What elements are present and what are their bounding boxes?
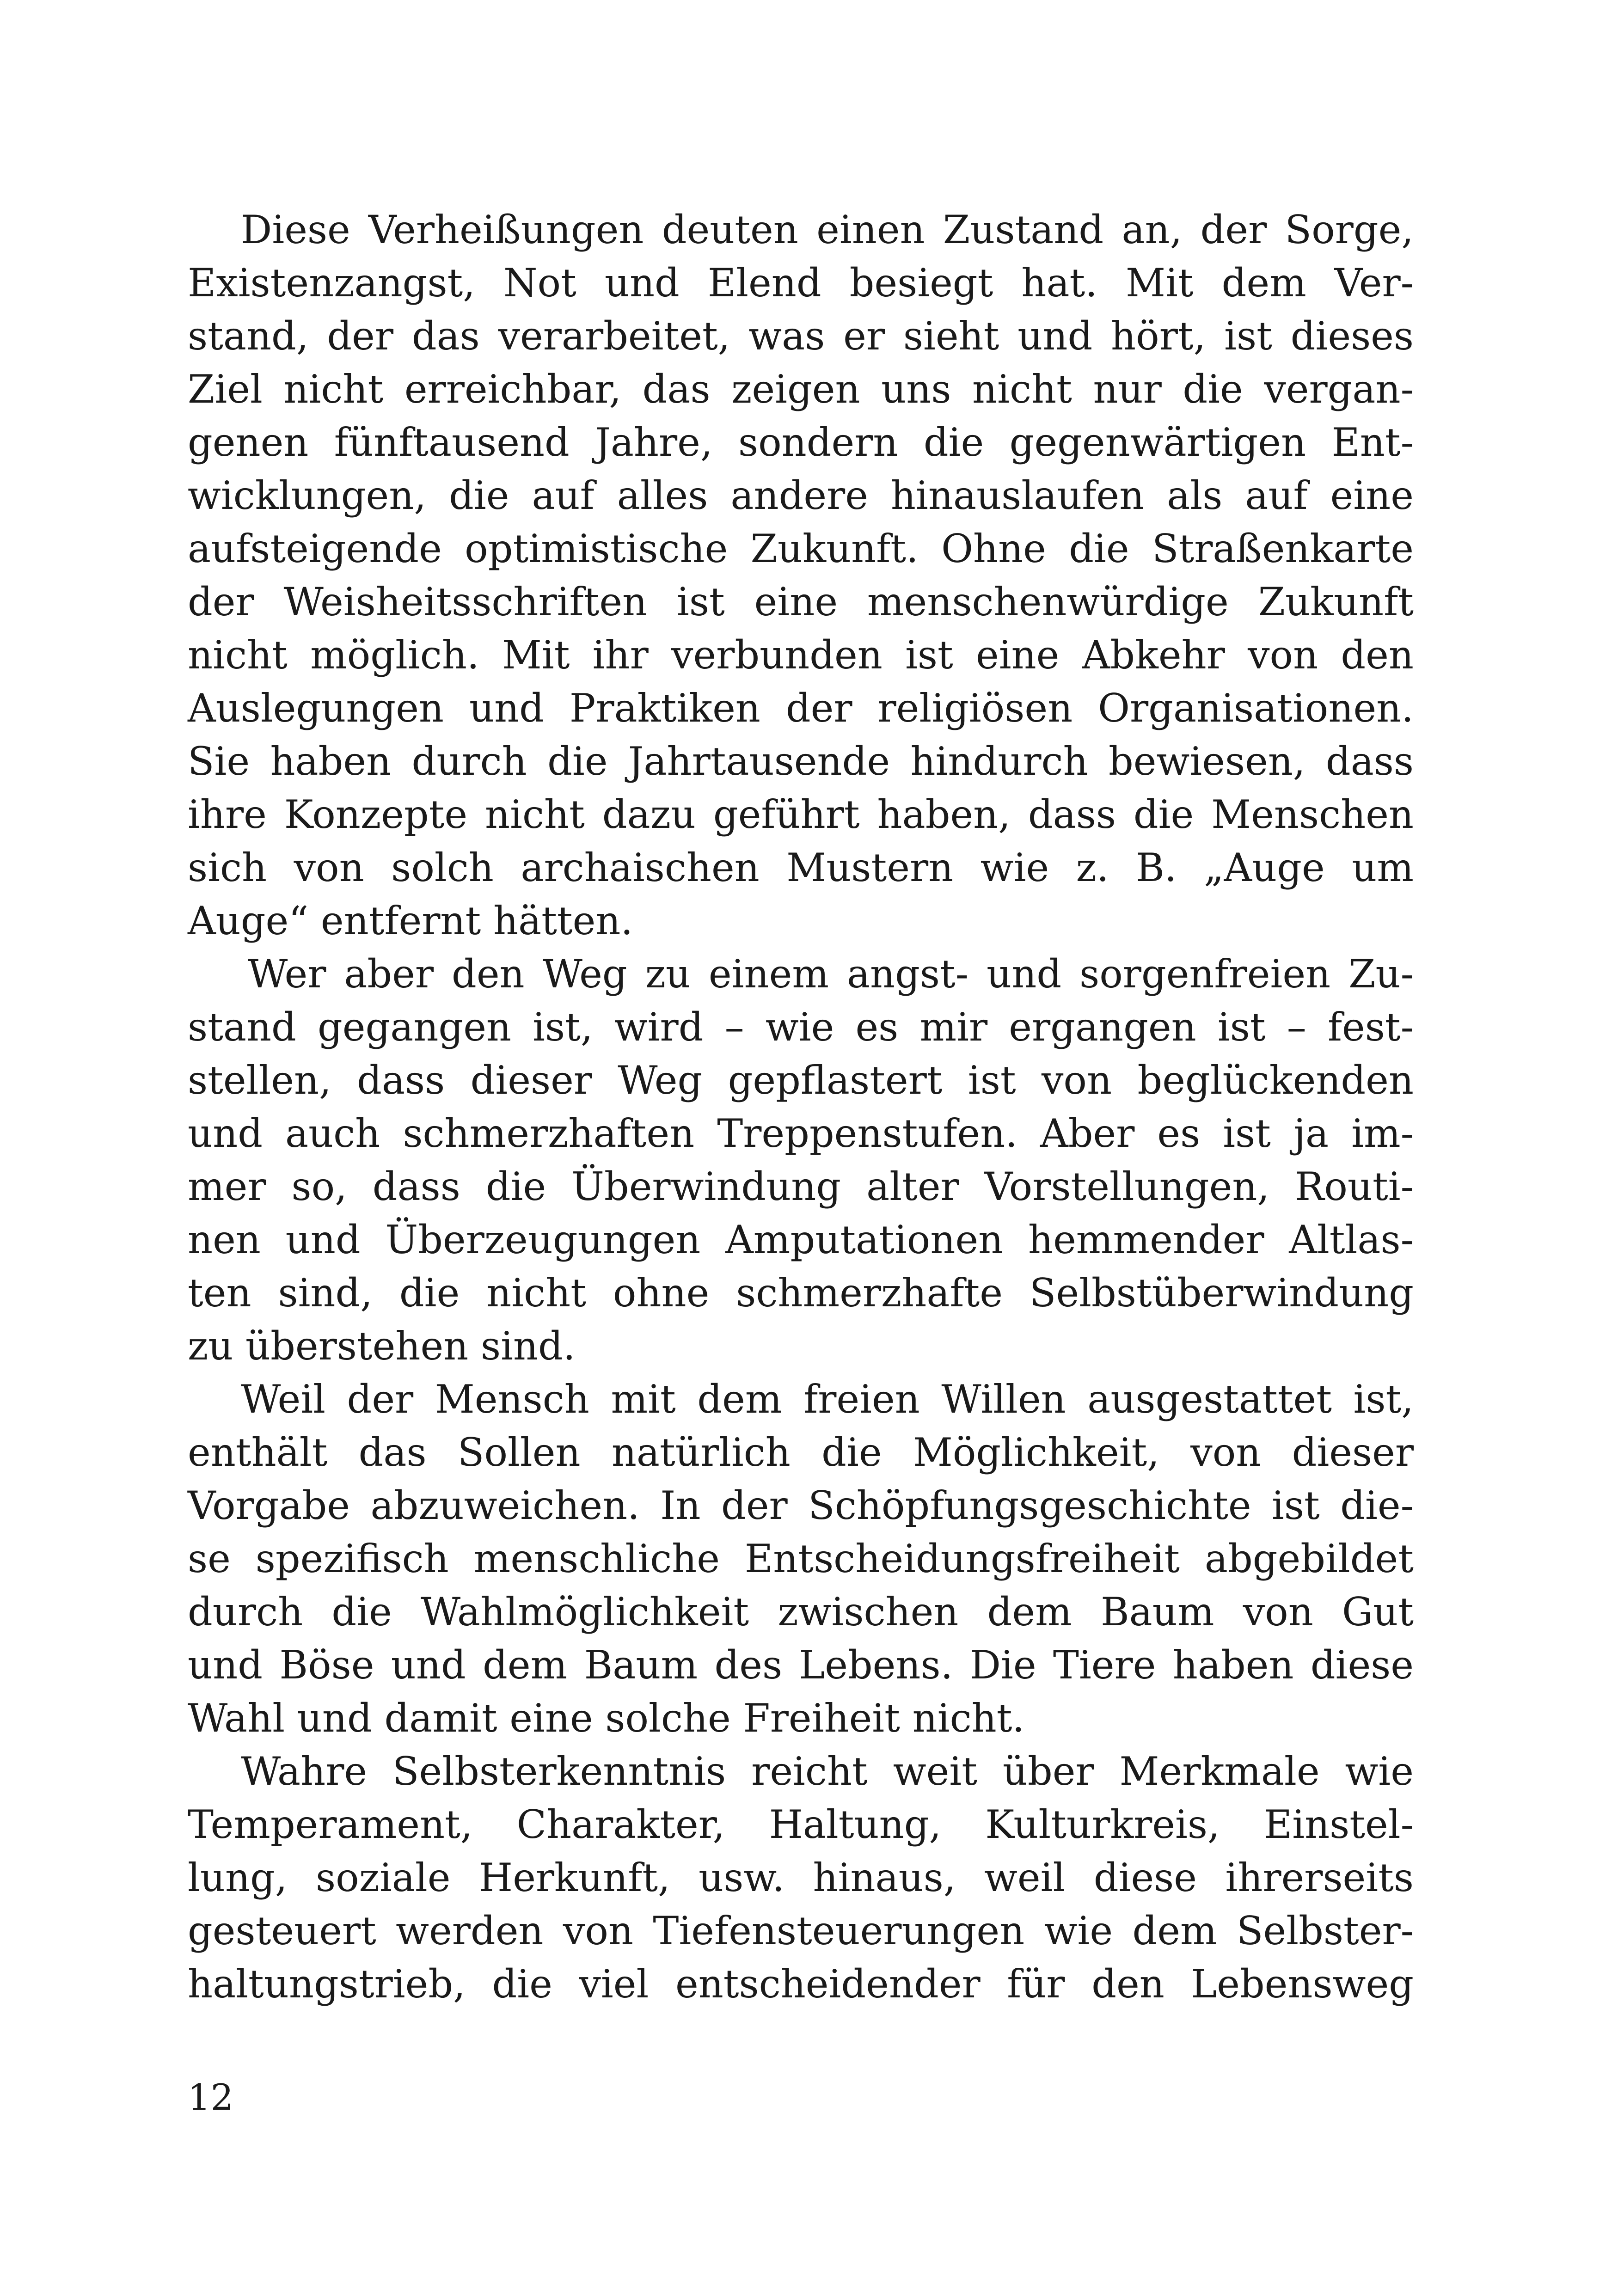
page-number: 12 <box>188 2077 234 2118</box>
text-line: stand gegangen ist, wird – wie es mir ergangen ist – fest- <box>188 1004 1414 1050</box>
text-line: stand, der das verarbeitet, was er sieht und hört, ist dieses <box>188 313 1414 359</box>
text-line: Sie haben durch die Jahrtausende hindurch bewiesen, dass <box>188 739 1414 784</box>
text-line: Wer aber den Weg zu einem angst- und sorgenfreien Zu- <box>248 951 1414 997</box>
text-line: der Weisheitsschriften ist eine menschenwürdige Zukunft <box>188 579 1414 625</box>
paragraph <box>188 1745 1414 2011</box>
text-line: Temperament, Charakter, Haltung, Kulturkreis, Einstel- <box>188 1802 1414 1847</box>
text-line: und Böse und dem Baum des Lebens. Die Tiere haben diese <box>188 1642 1414 1688</box>
text-line: Auge“ entfernt hätten. <box>188 898 633 943</box>
paragraph <box>188 1373 1414 1745</box>
paragraph <box>188 203 1414 948</box>
text-line: ten sind, die nicht ohne schmerzhafte Selbstüberwindung <box>188 1270 1414 1316</box>
text-line: se spezifisch menschliche Entscheidungsfreiheit abgebildet <box>188 1536 1414 1581</box>
text-line: sich von solch archaischen Mustern wie z. B. „Auge um <box>188 845 1414 890</box>
text-line: und auch schmerzhaften Treppenstufen. Aber es ist ja im- <box>188 1111 1414 1156</box>
text-line: gesteuert werden von Tiefensteuerungen wie dem Selbster- <box>188 1908 1414 1953</box>
text-line: Wahre Selbsterkenntnis reicht weit über Merkmale wie <box>241 1749 1414 1794</box>
text-line: nicht möglich. Mit ihr verbunden ist eine Abkehr von den <box>188 632 1414 678</box>
paragraph <box>188 948 1414 1373</box>
text-line: enthält das Sollen natürlich die Möglichkeit, von dieser <box>188 1430 1414 1475</box>
text-line: Diese Verheißungen deuten einen Zustand an, der Sorge, <box>241 207 1414 252</box>
text-line: wicklungen, die auf alles andere hinauslaufen als auf eine <box>188 473 1414 518</box>
text-line: nen und Überzeugungen Amputationen hemmender Altlas- <box>188 1217 1414 1262</box>
text-line: Auslegungen und Praktiken der religiösen Organisationen. <box>188 686 1414 731</box>
text-line: stellen, dass dieser Weg gepflastert ist von beglückenden <box>188 1058 1414 1103</box>
text-line: genen fünftausend Jahre, sondern die gegenwärtigen Ent- <box>188 420 1414 465</box>
text-line: mer so, dass die Überwindung alter Vorstellungen, Routi- <box>188 1164 1414 1209</box>
body-text <box>188 203 1414 2011</box>
text-line: durch die Wahlmöglichkeit zwischen dem Baum von Gut <box>188 1589 1414 1635</box>
text-line: ihre Konzepte nicht dazu geführt haben, dass die Menschen <box>188 792 1414 837</box>
text-line: lung, soziale Herkunft, usw. hinaus, weil diese ihrerseits <box>188 1855 1414 1900</box>
text-line: Existenzangst, Not und Elend besiegt hat. Mit dem Ver- <box>188 260 1414 306</box>
text-line: aufsteigende optimistische Zukunft. Ohne die Straßenkarte <box>188 526 1414 571</box>
text-line: zu überstehen sind. <box>188 1323 576 1369</box>
text-line: haltungstrieb, die viel entscheidender für den Lebensweg <box>188 1961 1414 2007</box>
text-line: Weil der Mensch mit dem freien Willen ausgestattet ist, <box>241 1377 1414 1422</box>
text-line: Wahl und damit eine solche Freiheit nicht. <box>188 1696 1025 1741</box>
text-line: Vorgabe abzuweichen. In der Schöpfungsgeschichte ist die- <box>188 1483 1414 1528</box>
text-line: Ziel nicht erreichbar, das zeigen uns nicht nur die vergan- <box>188 367 1414 412</box>
